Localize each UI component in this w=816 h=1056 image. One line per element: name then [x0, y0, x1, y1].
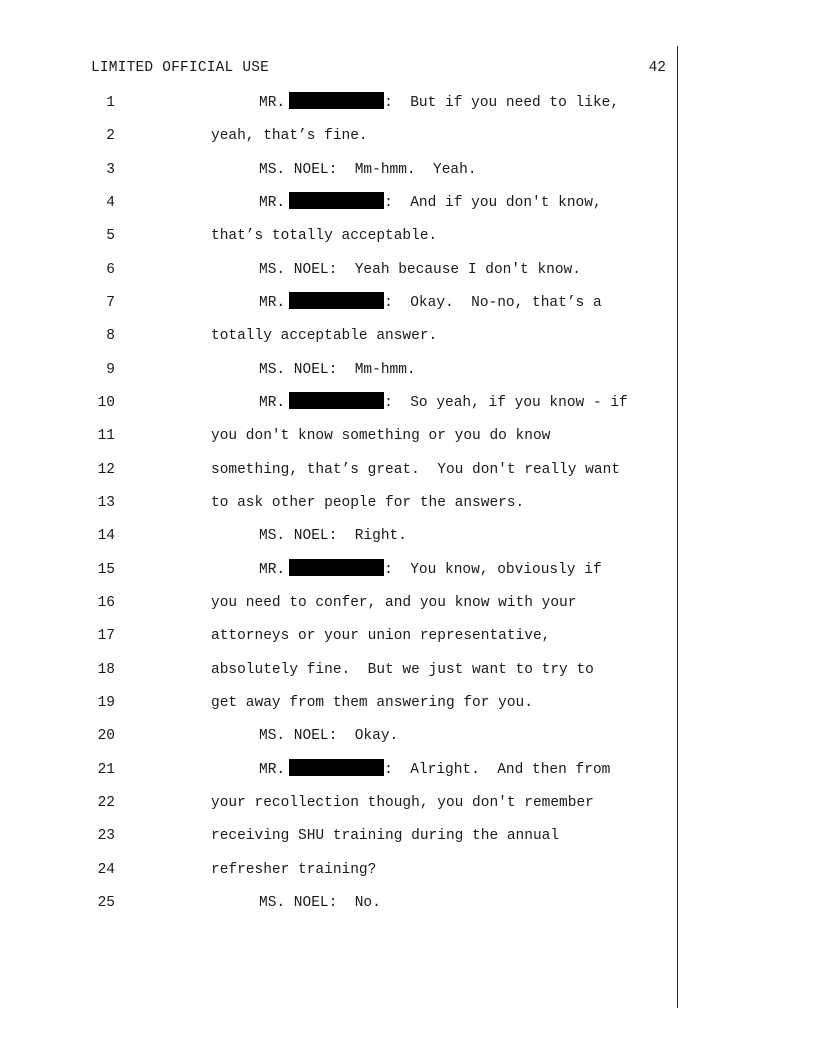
transcript-line — [0, 392, 676, 425]
line-text — [211, 625, 550, 647]
spoken-text: totally acceptable answer. — [211, 328, 438, 345]
line-number: 10 — [97, 394, 115, 411]
line-number: 14 — [97, 528, 115, 545]
line-text — [259, 392, 628, 414]
transcript-line — [0, 359, 676, 392]
line-number: 9 — [106, 361, 115, 378]
transcript-line — [0, 225, 676, 258]
transcript-line — [0, 425, 676, 458]
line-number: 18 — [97, 661, 115, 678]
line-text — [259, 359, 416, 381]
spoken-text: you don't know something or you do know — [211, 428, 551, 445]
line-number: 6 — [106, 261, 115, 278]
spoken-text: : Okay. No-no, that’s a — [384, 294, 602, 311]
line-text — [211, 425, 550, 447]
line-number: 8 — [106, 328, 115, 345]
margin-rule — [677, 46, 678, 1008]
transcript-line — [0, 659, 676, 692]
line-number: 20 — [97, 728, 115, 745]
spoken-text: attorneys or your union representative, — [211, 628, 551, 645]
transcript-line — [0, 559, 676, 592]
spoken-text: absolutely fine. But we just want to try to — [211, 661, 594, 678]
spoken-text: something, that’s great. You don't really want — [211, 461, 620, 478]
line-number: 5 — [106, 228, 115, 245]
line-text — [259, 192, 602, 214]
spoken-text: receiving SHU training during the annual — [211, 828, 560, 845]
transcript-line — [0, 459, 676, 492]
spoken-text: MS. NOEL: Okay. — [259, 728, 399, 745]
speaker-prefix: MR. — [259, 561, 286, 578]
transcript-line — [0, 159, 676, 192]
speaker-prefix: MR. — [259, 95, 286, 111]
spoken-text: yeah, that’s fine. — [211, 128, 368, 145]
line-text — [259, 259, 581, 281]
line-number: 25 — [97, 894, 115, 911]
spoken-text: : And if you don't know, — [384, 194, 602, 211]
redaction-box — [289, 559, 384, 576]
spoken-text: that’s totally acceptable. — [211, 228, 438, 245]
line-text — [211, 659, 594, 681]
line-number: 13 — [97, 494, 115, 511]
transcript-line — [0, 825, 676, 858]
transcript-line — [0, 525, 676, 558]
line-text — [259, 292, 602, 314]
spoken-text: MS. NOEL: Mm-hmm. — [259, 361, 416, 378]
line-number: 4 — [106, 194, 115, 211]
line-text — [211, 825, 559, 847]
line-text — [211, 692, 533, 714]
line-text — [259, 92, 619, 114]
line-text — [211, 225, 437, 247]
speaker-prefix: MR. — [259, 194, 286, 211]
line-text — [259, 725, 398, 747]
redaction-box — [289, 92, 384, 109]
line-number: 1 — [106, 95, 115, 111]
spoken-text: MS. NOEL: Yeah because I don't know. — [259, 261, 581, 278]
spoken-text: get away from them answering for you. — [211, 694, 533, 711]
line-text — [211, 325, 437, 347]
line-number: 24 — [97, 861, 115, 878]
spoken-text: MS. NOEL: No. — [259, 894, 381, 911]
line-number: 15 — [97, 561, 115, 578]
line-number: 11 — [97, 428, 115, 445]
speaker-prefix: MR. — [259, 394, 286, 411]
transcript-line — [0, 892, 676, 925]
transcript-line — [0, 592, 676, 625]
line-text — [211, 859, 376, 881]
transcript-lines — [0, 92, 676, 925]
line-text — [211, 492, 524, 514]
line-text — [259, 759, 610, 781]
transcript-line — [0, 325, 676, 358]
line-text — [259, 525, 407, 547]
line-number: 3 — [106, 161, 115, 178]
transcript-line — [0, 192, 676, 225]
transcript-line — [0, 259, 676, 292]
transcript-line — [0, 492, 676, 525]
page-number: 42 — [648, 60, 666, 76]
line-number: 16 — [97, 594, 115, 611]
transcript-line — [0, 625, 676, 658]
spoken-text: : But if you need to like, — [384, 95, 620, 111]
classification-header: LIMITED OFFICIAL USE — [91, 60, 270, 76]
spoken-text: to ask other people for the answers. — [211, 494, 525, 511]
line-text — [211, 459, 620, 481]
redaction-box — [289, 292, 384, 309]
speaker-prefix: MR. — [259, 294, 286, 311]
spoken-text: : So yeah, if you know - if — [384, 394, 628, 411]
redaction-box — [289, 192, 384, 209]
line-text — [259, 159, 477, 181]
transcript-line — [0, 92, 676, 125]
transcript-line — [0, 292, 676, 325]
line-number: 7 — [106, 294, 115, 311]
line-text — [211, 792, 594, 814]
line-number: 12 — [97, 461, 115, 478]
speaker-prefix: MR. — [259, 761, 286, 778]
transcript-line — [0, 125, 676, 158]
line-number: 17 — [97, 628, 115, 645]
line-number: 23 — [97, 828, 115, 845]
spoken-text: : Alright. And then from — [384, 761, 611, 778]
transcript-line — [0, 759, 676, 792]
line-text — [211, 125, 368, 147]
spoken-text: your recollection though, you don't remember — [211, 794, 594, 811]
spoken-text: MS. NOEL: Mm-hmm. Yeah. — [259, 161, 477, 178]
spoken-text: : You know, obviously if — [384, 561, 602, 578]
transcript-line — [0, 792, 676, 825]
transcript-line — [0, 859, 676, 892]
line-text — [211, 592, 576, 614]
line-number: 19 — [97, 694, 115, 711]
line-number: 2 — [106, 128, 115, 145]
spoken-text: refresher training? — [211, 861, 377, 878]
line-text — [259, 892, 381, 914]
transcript-line — [0, 692, 676, 725]
line-number: 22 — [97, 794, 115, 811]
redaction-box — [289, 759, 384, 776]
redaction-box — [289, 392, 384, 409]
line-number: 21 — [97, 761, 115, 778]
spoken-text: MS. NOEL: Right. — [259, 528, 407, 545]
line-text — [259, 559, 602, 581]
transcript-line — [0, 725, 676, 758]
spoken-text: you need to confer, and you know with your — [211, 594, 577, 611]
